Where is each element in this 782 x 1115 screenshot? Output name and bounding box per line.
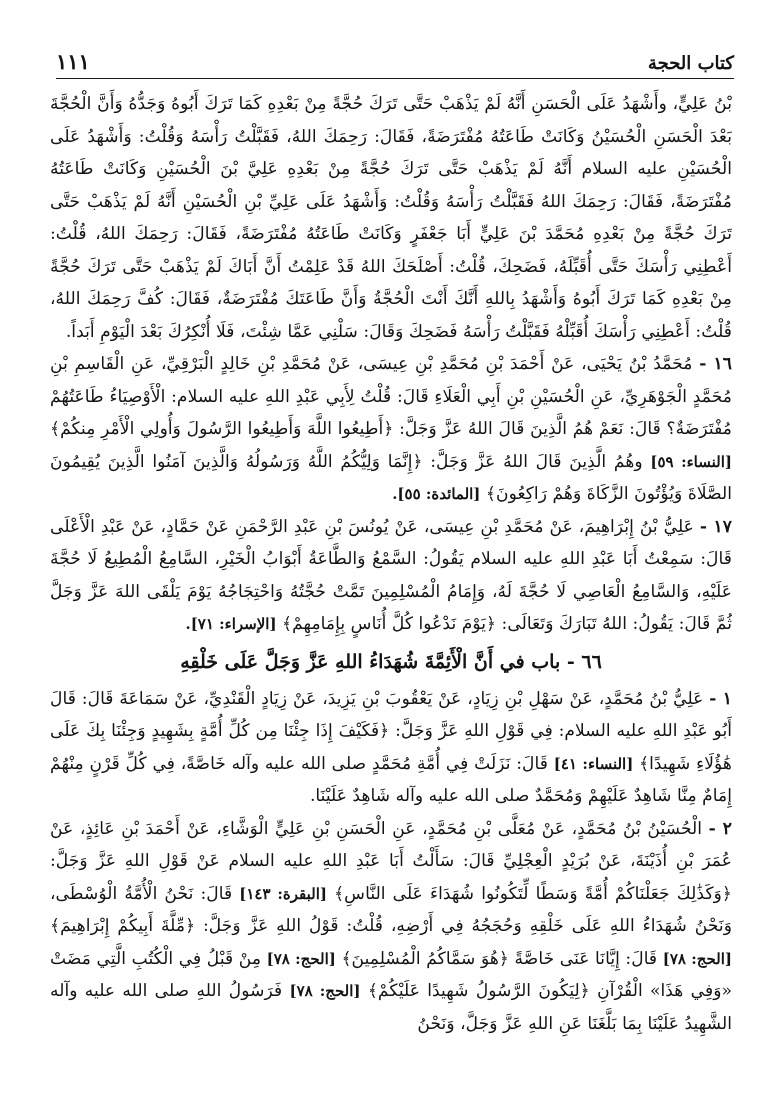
quran-reference: [النساء: ٥٩] [650, 452, 732, 471]
page-body [50, 88, 732, 1109]
hadith-16 [50, 348, 732, 511]
hadith-text: مِنْ قَبْلُ فِي الْكُتُبِ الَّتِي مَضَتْ «وَفِي هَذَا» الْقُرْآنِ ﴿لِيَكُونَ الرَّسُولُ شَهِيدًا عَلَيْكُمْ﴾ [50, 948, 732, 1001]
hadith-text: وهُمُ الَّذِينَ قَالَ اللهُ عَزَّ وَجَلَّ: ﴿إِنَّمَا وَلِيُّكُمُ اللَّهُ وَرَسُولُهُ وَالَّذِينَ آمَنُوا الَّذِينَ يُقِيمُونَ الصَّلَاةَ وَيُؤْتُونَ الزَّكَاةَ وَهُمْ رَاكِعُونَ﴾ [50, 451, 732, 504]
hadith-number: ١٦ - [699, 354, 732, 374]
chapter-heading: ٦٦ - باب في أَنَّ الْأَئِمَّةَ شُهَدَاءُ اللهِ عَزَّ وَجَلَّ عَلَى خَلْقِهِ [180, 650, 602, 673]
book-title: كتاب الحجة [647, 53, 734, 74]
hadith-text: قَالَ: نَحْنُ الْأُمَّةُ الْوُسْطَى، وَنَحْنُ شُهَدَاءُ اللهِ عَلَى خَلْقِهِ وَحُجَجُهُ فِي أَرْضِهِ، قُلْتُ: قَوْلُ اللهِ عَزَّ وَجَلَّ: ﴿مِّلَّةَ أَبِيكُمْ إِبْرَاهِيمَ﴾ [50, 883, 732, 936]
paragraph-intro [50, 88, 732, 348]
hadith-text: عَلِيُّ بْنُ مُحَمَّدٍ، عَنْ سَهْلِ بْنِ زِيَادٍ، عَنْ يَعْقُوبَ بْنِ يَزِيدَ، عَنْ زِيَادٍ الْقَنْدِيِّ، عَنْ سَمَاعَةَ قَالَ: قَالَ أَبُو عَبْدِ اللهِ عليه السلام: فِي قَوْلِ اللهِ عَزَّ وَجَلَّ: ﴿فَكَيْفَ إِذَا جِئْنَا مِن كُلِّ أُمَّةٍ بِشَهِيدٍ وَجِئْنَا بِكَ عَلَى هَٰؤُلَاءِ شَهِيدًا﴾ [50, 688, 732, 774]
hadith-number: ١ - [709, 688, 732, 709]
hadith-number: ١٧ - [699, 516, 732, 537]
quran-reference: [الإسراء: ٧١]. [185, 615, 277, 633]
hadith-text: الْحُسَيْنُ بْنُ مُحَمَّدٍ، عَنْ مُعَلَّى بْنِ مُحَمَّدٍ، عَنِ الْحَسَنِ بْنِ عَلِيٍّ الْوَشَّاءِ، عَنْ أَحْمَدَ بْنِ عَائِذٍ، عَنْ عُمَرَ بْنِ أُذَيْنَةَ، عَنْ بُرَيْدٍ الْعِجْلِيِّ قَالَ: سَأَلْتُ أَبَا عَبْدِ اللهِ عليه السلام عَنْ قَوْلِ اللهِ عَزَّ وَجَلَّ: ﴿وَكَذَٰلِكَ جَعَلْنَاكُمْ أُمَّةً وَسَطًا لِّتَكُونُوا شُهَدَاءَ عَلَى النَّاسِ﴾ [50, 818, 732, 904]
quran-reference: [البقرة: ١٤٣] [239, 884, 328, 903]
page-header [56, 42, 734, 79]
hadith-text: عَلِيُّ بْنُ إِبْرَاهِيمَ، عَنْ مُحَمَّدِ بْنِ عِيسَى، عَنْ يُونُسَ بْنِ عَبْدِ الرَّحْمَنِ عَنْ حَمَّادٍ، عَنْ عَبْدِ الْأَعْلَى قَالَ: سَمِعْتُ أَبَا عَبْدِ اللهِ عليه السلام يَقُولُ: السَّمْعُ وَالطَّاعَةُ أَبْوَابُ الْخَيْرِ، السَّامِعُ الْمُطِيعُ لَا حُجَّةَ عَلَيْهِ، وَالسَّامِعُ الْعَاصِي لَا حُجَّةَ لَهُ، وَإِمَامُ الْمُسْلِمِينَ تَمَّتْ حُجَّتُهُ وَاحْتِجَاجُهُ يَوْمَ يَلْقَى اللهَ عَزَّ وَجَلَّ ثُمَّ قَالَ: يَقُولُ: اللهُ تَبَارَكَ وَتَعَالَى: ﴿يَوْمَ نَدْعُوا كُلَّ أُنَاسٍ بِإِمَامِهِمْ﴾ [50, 516, 732, 634]
hadith-text: فَرَسُولُ اللهِ صلى الله عليه وآله الشَّهِيدُ عَلَيْنَا بِمَا بَلَّغَنَا عَنِ اللهِ عَزَّ وَجَلَّ، وَنَحْنُ [50, 981, 732, 1034]
quran-reference: [الحج: ٧٨] [266, 949, 336, 968]
page-number: ١١١ [56, 49, 90, 74]
quran-reference: [المائدة: ٥٥]. [392, 485, 481, 503]
chapter-hadith-2 [50, 813, 732, 1041]
hadith-number: ٢ - [708, 818, 732, 839]
quran-reference: [النساء: ٤١] [553, 754, 634, 773]
hadith-17 [50, 511, 732, 641]
chapter-hadith-1 [50, 683, 732, 813]
hadith-text: قَالَ: إِيَّانَا عَنَى خَاصَّةً ﴿هُوَ سَمَّاكُمُ الْمُسْلِمِينَ﴾ [341, 948, 658, 969]
hadith-text: مُحَمَّدُ بْنُ يَحْيَى، عَنْ أَحْمَدَ بْنِ مُحَمَّدِ بْنِ عِيسَى، عَنْ مُحَمَّدِ بْنِ خَالِدٍ الْبَرْقِيِّ، عَنِ الْقَاسِمِ بْنِ مُحَمَّدٍ الْجَوْهَرِيِّ، عَنِ الْحُسَيْنِ بْنِ أَبِي الْعَلَاءِ قَالَ: قُلْتُ لِأَبِي عَبْدِ اللهِ عليه السلام: الْأَوْصِيَاءُ طَاعَتُهُمْ مُفْتَرَضَةٌ؟ قَالَ: نَعَمْ هُمُ الَّذِينَ قَالَ اللهُ عَزَّ وَجَلَّ: ﴿أَطِيعُوا اللَّهَ وَأَطِيعُوا الرَّسُولَ وَأُولِي الْأَمْرِ مِنكُمْ﴾ [50, 354, 732, 439]
quran-reference: [الحج: ٧٨] [662, 949, 732, 968]
hadith-text: قَالَ: نَزَلَتْ فِي أُمَّةِ مُحَمَّدٍ صلى الله عليه وآله خَاصَّةً، فِي كُلِّ قَرْنٍ مِنْهُمْ إِمَامٌ مِنَّا شَاهِدٌ عَلَيْهِمْ وَمُحَمَّدٌ صلى الله عليه وآله شَاهِدٌ عَلَيْنَا. [50, 753, 732, 806]
paragraph-text: بْنُ عَلِيٍّ، وأَشْهَدُ عَلَى الْحَسَنِ أَنَّهُ لَمْ يَذْهَبْ حَتَّى تَرَكَ حُجَّةً مِنْ بَعْدِهِ كَمَا تَرَكَ أَبُوهُ وَجَدُّهُ وَأَنَّ الْحُجَّةَ بَعْدَ الْحَسَنِ الْحُسَيْنُ وَكَانَتْ طَاعَتُهُ مُفْتَرَضَةً، فَقَالَ: رَحِمَكَ اللهُ، فَقَبَّلْتُ رَأْسَهُ وَقُلْتُ: وَأَشْهَدُ عَلَى الْحُسَيْنِ عليه السلام أَنَّهُ لَمْ يَذْهَبْ حَتَّى تَرَكَ حُجَّةً مِنْ بَعْدِهِ عَلِيَّ بْنَ الْحُسَيْنِ وَكَانَتْ طَاعَتُهُ مُفْتَرَضَةً، فَقَالَ: رَحِمَكَ اللهُ فَقَبَّلْتُ رَأْسَهُ وَقُلْتُ: وَأَشْهَدُ عَلَى عَلِيِّ بْنِ الْحُسَيْنِ أَنَّهُ لَمْ يَذْهَبْ حَتَّى تَرَكَ حُجَّةً مِنْ بَعْدِهِ مُحَمَّدَ بْنَ عَلِيٍّ أَبَا جَعْفَرٍ وَكَانَتْ طَاعَتُهُ مُفْتَرَضَةً، فَقَالَ: رَحِمَكَ اللهُ، قُلْتُ: أَعْطِنِي رَأْسَكَ حَتَّى أُقَبِّلَهُ، فَضَحِكَ، قُلْتُ: أَصْلَحَكَ اللهُ قَدْ عَلِمْتُ أَنَّ أَبَاكَ لَمْ يَذْهَبْ حَتَّى تَرَكَ حُجَّةً مِنْ بَعْدِهِ كَمَا تَرَكَ أَبُوهُ وَأَشْهَدُ بِاللهِ أَنَّكَ أَنْتَ الْحُجَّةُ وَأَنَّ طَاعَتَكَ مُفْتَرَضَةٌ، فَقَالَ: كُفَّ رَحِمَكَ اللهُ، قُلْتُ: أَعْطِنِي رَأْسَكَ أُقَبِّلْهُ فَقَبَّلْتُ رَأْسَهُ فَضَحِكَ وَقَالَ: سَلْنِي عَمَّا شِئْتَ، فَلَا أُنْكِرُكَ بَعْدَ الْيَوْمِ أَبَداً. [50, 94, 732, 342]
quran-reference: [الحج: ٧٨] [289, 982, 361, 1000]
